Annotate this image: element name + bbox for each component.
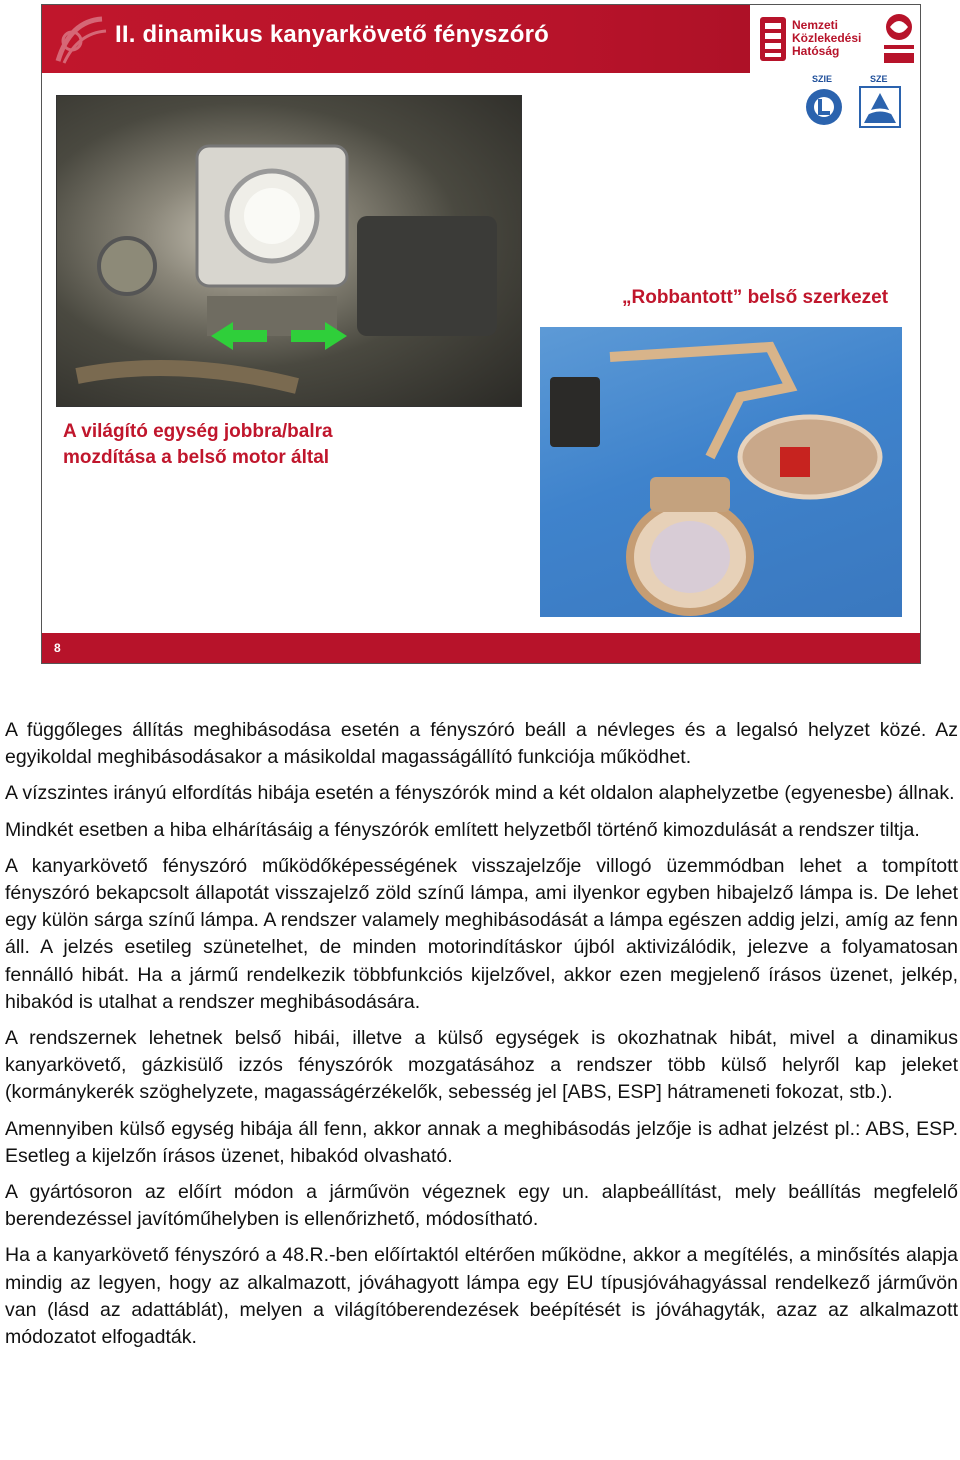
paragraph: Ha a kanyarkövető fényszóró a 48.R.-ben előírtaktól eltérően működne, akkor a megítélés, a minősítés alapja mindig az legyen, hogy az alkalmazott, jóváhagyott lámpa egy EU típusjóváhagyással rendelkező járművön van (lásd az adattáblát), melyen a világítóberendezések beépítését is jóváhagyták, azaz az alkalmazott módozatot elfogadták. xyxy=(5,1244,958,1349)
paragraph: A rendszernek lehetnek belső hibái, illetve a külső egységek is okozhatnak hibát, mivel a dinamikus kanyarkövető, gázkisülő izzós fényszórók mozgatásához a rendszer több külső helyről kap jeleket (kormánykerék szöghelyzete, magasságérzékelők, sebesség jel [ABS, ESP] hátrameneti fokozat, stb.). xyxy=(5,1027,958,1104)
exploded-headlight-photo xyxy=(540,327,902,617)
header-decoration-icon xyxy=(50,11,110,67)
paragraph: Amennyiben külső egység hibája áll fenn, akkor annak a meghibásodás jelzője is adhat jelzést pl.: ABS, ESP. Esetleg a kijelzőn írásos üzenet, hibakód olvasható. xyxy=(5,1117,958,1167)
bme-logo-icon xyxy=(882,11,916,67)
headlight-motor-illustration xyxy=(57,96,521,406)
paragraph: A vízszintes irányú elfordítás hibája esetén a fényszórók mind a két oldalon alaphelyzetbe (egyenesbe) állnak. xyxy=(5,782,955,805)
slide-footer xyxy=(42,633,920,663)
motor-caption xyxy=(63,419,333,471)
sze-logo-icon xyxy=(858,85,902,129)
headlight-motor-photo xyxy=(56,95,522,407)
sze-label-right: SZE xyxy=(870,74,888,84)
university-logos xyxy=(800,73,910,139)
paragraph: A kanyarkövető fényszóró működőképességének visszajelzője villogó üzemmódban lehet a tompított fényszóró bekapcsolt állapotát visszajelző zöld színű lámpa, ami ilyenkor egyben hibajelző lámpa is. De lehet egy külön sárga színű lámpa. A rendszer valamely meghibásodását a lámpa egészen addig jelzi, amíg az fenn áll. A jelzés esetileg szünetelhet, de minden motorindításkor újból aktivizálódik, jelezve a folyamatosan fennálló hibát. Ha a jármű rendelkezik többfunkciós kijelzővel, akkor ezen megjelenő írásos üzenet, jelkép, hibakód is utalhat a rendszer meghibásodására. xyxy=(5,854,958,1013)
document-body xyxy=(5,717,958,1360)
paragraph: A gyártósoron az előírt módon a járművön végeznek egy un. alapbeállítást, mely beállítás megfelelő berendezéssel javítóműhelyben is ellenőrizhető, módosítható. xyxy=(5,1181,958,1231)
logo-line-1: Nemzeti xyxy=(792,18,839,32)
nkh-logo-text xyxy=(792,19,861,58)
nkh-crest-icon xyxy=(758,15,788,63)
paragraph: A függőleges állítás meghibásodása esetén a fényszóró beáll a névleges és a legalsó helyzet közé. Az egyikoldal meghibásodásakor a másikoldal magasságállító funkciója működhet. xyxy=(5,719,958,769)
slide-page-number: 8 xyxy=(54,641,61,655)
motor-caption-line-1: A világító egység jobbra/balra xyxy=(63,421,333,442)
exploded-view-caption: „Robbantott” belső szerkezet xyxy=(622,287,889,308)
gear-logo-icon xyxy=(802,85,846,129)
logo-area xyxy=(750,5,920,73)
slide-header xyxy=(42,5,920,73)
presentation-slide xyxy=(41,4,921,664)
paragraph: Mindkét esetben a hiba elhárításáig a fényszórók említett helyzetből történő kimozdulását a rendszer tiltja. xyxy=(5,818,920,841)
slide-title: II. dinamikus kanyarkövető fényszóró xyxy=(115,21,550,48)
szie-label-left: SZIE xyxy=(812,74,833,84)
logo-line-2: Közlekedési xyxy=(792,31,862,45)
logo-line-3: Hatóság xyxy=(792,44,840,58)
motor-caption-line-2: mozdítása a belső motor által xyxy=(63,447,330,468)
exploded-headlight-illustration xyxy=(540,327,902,617)
